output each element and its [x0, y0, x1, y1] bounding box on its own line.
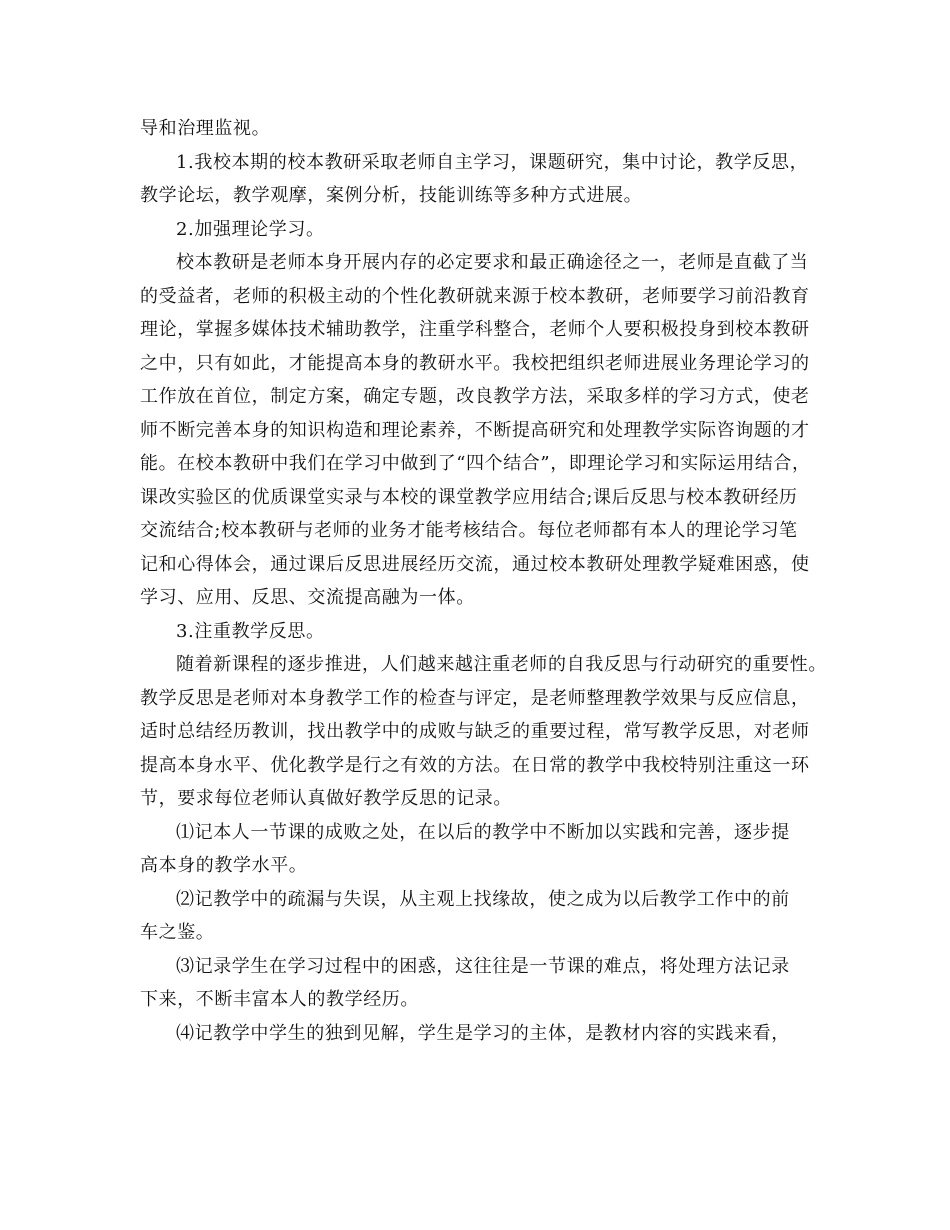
- text-line: 下来，不断丰富本人的教学经历。: [140, 989, 419, 1010]
- text-line: 校本教研是老师本身开展内存的必定要求和最正确途径之一，老师是直截了当: [176, 252, 809, 273]
- text-line: 2.加强理论学习。: [176, 218, 325, 240]
- text-line: 工作放在首位，制定方案，确定专题，改良教学方法，采取多样的学习方式，使老: [140, 386, 810, 407]
- text-line: 交流结合;校本教研与老师的业务才能考核结合。每位老师都有本人的理论学习笔: [140, 520, 798, 541]
- text-line: ⑴记本人一节课的成败之处，在以后的教学中不断加以实践和完善，逐步提: [176, 821, 790, 843]
- text-line: 教学论坛，教学观摩，案例分析，技能训练等多种方式进展。: [140, 185, 643, 206]
- text-line: 教学反思是老师对本身教学工作的检查与评定，是老师整理教学效果与反应信息，: [140, 687, 810, 709]
- text-line: 之中，只有如此，才能提高本身的教研水平。我校把组织老师进展业务理论学习的: [140, 352, 810, 374]
- document-body: [140, 112, 827, 1050]
- text-line: ⑵记教学中的疏漏与失误，从主观上找缘故，使之成为以后教学工作中的前: [176, 888, 790, 910]
- text-line: ⑶记录学生在学习过程中的困惑，这往往是一节课的难点，将处理方法记录: [176, 955, 790, 977]
- text-line: 课改实验区的优质课堂实录与本校的课堂教学应用结合;课后反思与校本教研经历: [140, 486, 798, 508]
- text-line: 3.注重教学反思。: [176, 620, 325, 642]
- text-line: 导和治理监视。: [140, 118, 271, 139]
- text-line: 适时总结经历教训，找出教学中的成败与缺乏的重要过程，常写教学反思，对老师: [140, 721, 810, 742]
- text-line: 能。在校本教研中我们在学习中做到了“四个结合”，即理论学习和实际运用结合，: [140, 453, 811, 474]
- text-line: 提高本身水平、优化教学是行之有效的方法。在日常的教学中我校特别注重这一环: [140, 754, 810, 776]
- text-line: 学习、应用、反思、交流提高融为一体。: [140, 587, 475, 608]
- text-line: 理论，掌握多媒体技术辅助教学，注重学科整合，老师个人要积极投身到校本教研: [140, 319, 810, 340]
- text-line: ⑷记教学中学生的独到见解，学生是学习的主体，是教材内容的实践来看，: [176, 1022, 790, 1044]
- text-line: 记和心得体会，通过课后反思进展经历交流，通过校本教研处理教学疑难困惑，使: [140, 553, 810, 575]
- text-line: 1.我校本期的校本教研采取老师自主学习，课题研究，集中讨论，教学反思，: [176, 151, 809, 173]
- text-line: 的受益者，老师的积极主动的个性化教研就来源于校本教研，老师要学习前沿教育: [140, 285, 810, 307]
- text-line: 随着新课程的逐步推进，人们越来越注重老师的自我反思与行动研究的重要性。: [176, 654, 827, 675]
- text-line: 师不断完善本身的知识构造和理论素养，不断提高研究和处理教学实际咨询题的才: [140, 419, 810, 441]
- text-line: 高本身的教学水平。: [140, 855, 308, 876]
- text-line: 车之鉴。: [140, 922, 215, 943]
- text-line: 节，要求每位老师认真做好教学反思的记录。: [140, 788, 512, 809]
